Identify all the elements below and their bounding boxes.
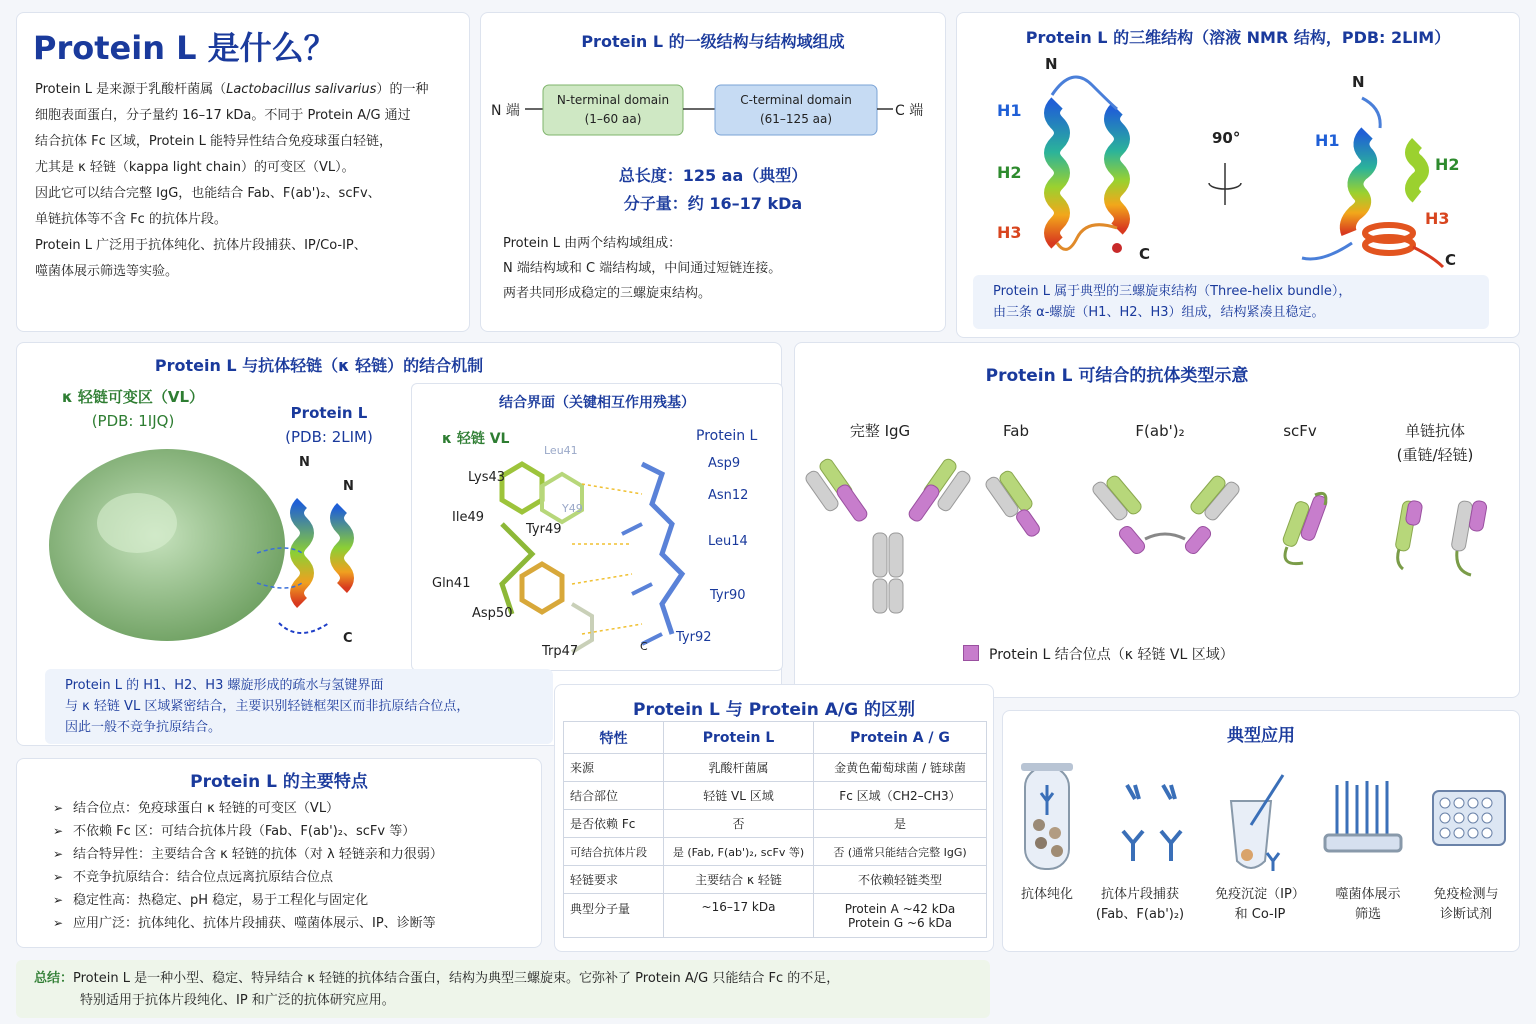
- applications-icons: [1003, 755, 1521, 885]
- table-cell-text-extra: Protein G ~6 kDa: [847, 915, 953, 930]
- table-cell: [564, 810, 664, 838]
- table-cell-text: 主要结合 κ 轻链: [695, 873, 782, 887]
- application-label-line-1: 抗体片段捕获: [1100, 887, 1179, 902]
- pl-residue-label: Asn12: [708, 488, 749, 503]
- intro-line-1b: ）的一种: [376, 82, 429, 97]
- feature-item: ➢ 不竞争抗原结合：结合位点远离抗原结合位点: [53, 866, 443, 889]
- pl-title-text: Protein L: [290, 404, 368, 422]
- table-cell-text: 否 (通常只能结合完整 IgG): [833, 845, 967, 859]
- ab-label-fab2: F(ab')₂: [1135, 422, 1185, 440]
- intro-line-4: 尤其是 κ 轻链（kappa light chain）的可变区（VL）。: [35, 160, 355, 175]
- phage-display-icon: [1325, 781, 1401, 851]
- antibody-fragments-icon: [1123, 785, 1181, 861]
- table-cell: [564, 754, 664, 782]
- c-domain-name: C-terminal domain: [740, 93, 852, 107]
- intro-text: [35, 77, 465, 285]
- primary-desc: [503, 231, 781, 306]
- table-cell-text: 是: [893, 817, 906, 831]
- application-label-line-2: 和 Co-IP: [1234, 907, 1286, 922]
- col-header: Protein L: [664, 722, 814, 754]
- vl-title-text: κ 轻链可变区（VL）: [61, 388, 205, 406]
- complex-n-2: N: [343, 479, 354, 494]
- table-cell: [814, 894, 987, 938]
- feature-item: ➢ 稳定性高：热稳定、pH 稳定，易于工程化与固定化: [53, 889, 443, 912]
- table-cell: [664, 866, 814, 894]
- vl-residue-label: Lys43: [468, 470, 506, 485]
- table-cell: [564, 838, 664, 866]
- table-row: [564, 810, 987, 838]
- table-cell-text: ~16–17 kDa: [701, 900, 776, 914]
- vl-pdb: (PDB: 1IJQ): [91, 412, 175, 430]
- pl-residue-label: Asp9: [708, 456, 741, 471]
- table-header-row: [564, 722, 987, 754]
- vl-residue-label: Leu41: [544, 444, 578, 457]
- table-cell: [664, 894, 814, 938]
- application-label-line-2: 诊断试剂: [1439, 907, 1492, 922]
- summary-line-1: Protein L 是一种小型、稳定、特异结合 κ 轻链的抗体结合蛋白，结构为典型三螺旋束。它弥补了 Protein A/G 只能结合 Fc 的不足，: [73, 971, 840, 986]
- features-list: [53, 797, 443, 935]
- binding-note-3: 因此一般不竞争抗原结合。: [65, 720, 222, 735]
- table-cell-text: 不依赖轻链类型: [857, 873, 942, 887]
- table-row: [564, 838, 987, 866]
- label-h1-right: H1: [1315, 131, 1340, 150]
- primary-desc-1: Protein L 由两个结构域组成：: [503, 236, 682, 251]
- igg-drawing: [804, 457, 973, 613]
- complex-c: C: [343, 631, 353, 646]
- application-label: [1313, 885, 1423, 925]
- label-n-right: N: [1352, 73, 1365, 91]
- vl-title: [43, 385, 223, 433]
- label-h2-right: H2: [1435, 155, 1460, 174]
- table-row: [564, 754, 987, 782]
- table-cell-text: 是否依赖 Fc: [570, 817, 636, 831]
- table-cell-text: 典型分子量: [570, 902, 631, 916]
- pl-residue-label: Leu14: [708, 534, 748, 549]
- test-tube-icon: [1021, 763, 1073, 869]
- tertiary-structure-panel: [956, 12, 1520, 338]
- binding-title: Protein L 与抗体轻链（κ 轻链）的结合机制: [154, 356, 484, 375]
- application-label-line-2: (Fab、F(ab')₂): [1095, 907, 1185, 922]
- table-cell: [814, 782, 987, 810]
- vl-residue-label: Ile49: [452, 510, 484, 525]
- label-h2-left: H2: [997, 163, 1022, 182]
- legend-swatch: [963, 645, 979, 661]
- pl-residue-label: Tyr90: [710, 588, 746, 603]
- binding-note: [45, 669, 553, 744]
- fab-drawing: [984, 469, 1042, 539]
- vl-surface-complex: [17, 433, 417, 653]
- complex-n-1: N: [299, 455, 310, 470]
- table-cell-text: 可结合抗体片段: [570, 845, 647, 859]
- intro-line-1a: Protein L 是来源于乳酸杆菌属（: [35, 82, 227, 97]
- antibody-types-title: Protein L 可结合的抗体类型示意: [985, 366, 1249, 386]
- page-title: Protein L 是什么？: [33, 29, 336, 67]
- tertiary-note: [973, 275, 1489, 329]
- intro-line-5: 因此它可以结合完整 IgG，也能结合 Fab、F(ab')₂、scFv、: [35, 186, 381, 201]
- total-length: 总长度：125 aa（典型）: [618, 166, 808, 185]
- application-label: [1085, 885, 1195, 925]
- interface-subpanel: [411, 383, 783, 671]
- intro-panel: [16, 12, 470, 332]
- table-cell: [814, 866, 987, 894]
- molecular-weight: 分子量：约 16–17 kDa: [623, 194, 803, 213]
- tertiary-note-2: 由三条 α-螺旋（H1、H2、H3）组成，结构紧凑且稳定。: [993, 305, 1325, 320]
- application-label-line-1: 噬菌体展示: [1335, 887, 1401, 902]
- vl-residue-label: Gln41: [432, 576, 471, 591]
- application-label-line-1: 免疫检测与: [1433, 887, 1499, 902]
- interface-vl-label: κ 轻链 VL: [442, 431, 510, 447]
- summary-label: 总结：: [34, 971, 74, 986]
- col-header: 特性: [564, 722, 664, 754]
- interface-pl-label: Protein L: [696, 428, 758, 444]
- label-n-left: N: [1045, 55, 1058, 73]
- n-domain-range: (1–60 aa): [584, 112, 642, 126]
- intro-line-7: Protein L 广泛用于抗体纯化、抗体片段捕获、IP/Co-IP、: [35, 238, 367, 253]
- binding-note-1: Protein L 的 H1、H2、H3 螺旋形成的疏水与氢键界面: [65, 678, 384, 693]
- primary-desc-2: N 端结构域和 C 端结构域，中间通过短链连接。: [503, 261, 782, 276]
- c-domain-range: (61–125 aa): [759, 112, 833, 126]
- ab-label-igg: 完整 IgG: [849, 422, 911, 440]
- ab-label-scfv: scFv: [1283, 422, 1317, 440]
- intro-line-3: 结合抗体 Fc 区域，Protein L 能特异性结合免疫球蛋白轻链，: [35, 134, 392, 149]
- ab-label-fab: Fab: [1003, 422, 1029, 440]
- primary-title: Protein L 的一级结构与结构域组成: [581, 32, 845, 51]
- interface-title: 结合界面（关键相互作用残基）: [499, 395, 695, 411]
- antibody-types-panel: [794, 342, 1520, 698]
- table-cell-text: 轻链 VL 区域: [703, 789, 774, 803]
- table-cell: [564, 866, 664, 894]
- pl-pdb: (PDB: 2LIM): [285, 428, 373, 446]
- tertiary-title: Protein L 的三维结构（溶液 NMR 结构，PDB: 2LIM）: [1025, 28, 1451, 47]
- scfv-drawing: [1282, 493, 1329, 563]
- table-cell-text: 乳酸杆菌属: [708, 761, 769, 775]
- table-cell: [814, 838, 987, 866]
- microplate-icon: [1433, 791, 1505, 845]
- application-label: [1205, 885, 1315, 925]
- intro-line-2: 细胞表面蛋白，分子量约 16–17 kDa。不同于 Protein A/G 通过: [35, 108, 411, 123]
- species-name: Lactobacillus salivarius: [226, 82, 377, 97]
- feature-item: ➢ 不依赖 Fc 区：可结合抗体片段（Fab、F(ab')₂、scFv 等）: [53, 820, 443, 843]
- tertiary-note-1: Protein L 属于典型的三螺旋束结构（Three-helix bundle），: [993, 284, 1352, 299]
- intro-line-8: 噬菌体展示筛选等实验。: [35, 264, 179, 279]
- interface-c: C: [640, 640, 648, 653]
- n-domain-name: N-terminal domain: [556, 93, 670, 107]
- table-cell: [664, 782, 814, 810]
- table-cell-text: 结合部位: [570, 789, 619, 803]
- features-panel: [16, 758, 542, 948]
- application-label-line-2: 筛选: [1354, 907, 1381, 922]
- fab2-drawing: [1090, 474, 1241, 556]
- antibody-drawings: [795, 443, 1521, 633]
- table-cell: [564, 782, 664, 810]
- table-cell: [664, 838, 814, 866]
- label-h3-right: H3: [1425, 209, 1450, 228]
- vl-residue-label: Trp47: [542, 644, 579, 659]
- vl-residue-label: Tyr49: [526, 522, 562, 537]
- table-cell-text: 轻链要求: [570, 873, 619, 887]
- primary-structure-panel: [480, 12, 946, 332]
- table-cell-text: 来源: [570, 761, 595, 775]
- table-cell-text: 金黄色葡萄球菌 / 链球菌: [834, 761, 966, 775]
- table-cell: [664, 810, 814, 838]
- table-row: [564, 894, 987, 938]
- n-domain-label: [543, 91, 683, 129]
- single-chain-sub: (重链/轻链): [1396, 446, 1474, 464]
- feature-item: ➢ 结合特异性：主要结合含 κ 轻链的抗体（对 λ 轻链亲和力很弱）: [53, 843, 443, 866]
- label-c-right: C: [1445, 251, 1457, 269]
- intro-line-6: 单链抗体等不含 Fc 的抗体片段。: [35, 212, 227, 227]
- comparison-panel: [554, 684, 994, 952]
- application-label-line-1: 免疫沉淀（IP）: [1215, 887, 1305, 902]
- vl-residue-label: Y49: [562, 502, 583, 515]
- comparison-table: [563, 721, 987, 938]
- pl-residue-label: Tyr92: [676, 630, 712, 645]
- comparison-title: Protein L 与 Protein A/G 的区别: [633, 700, 915, 720]
- single-chain-drawing: [1395, 500, 1488, 575]
- table-row: [564, 866, 987, 894]
- immunoprecipitation-icon: [1231, 775, 1283, 871]
- single-chain-name: 单链抗体: [1404, 422, 1465, 440]
- vl-residue-label: Asp50: [472, 606, 513, 621]
- rotation-label: 90°: [1212, 129, 1241, 147]
- table-cell: [664, 754, 814, 782]
- table-cell: [814, 754, 987, 782]
- applications-panel: [1002, 710, 1520, 952]
- table-cell-text: 否: [732, 817, 745, 831]
- applications-title: 典型应用: [1227, 726, 1295, 746]
- label-h1-left: H1: [997, 101, 1022, 120]
- table-cell: [564, 894, 664, 938]
- col-header: Protein A / G: [814, 722, 987, 754]
- table-cell-text: Fc 区域（CH2–CH3）: [839, 789, 961, 803]
- primary-desc-3: 两者共同形成稳定的三螺旋束结构。: [503, 286, 712, 301]
- table-cell-text: Protein A ~42 kDa: [844, 901, 956, 916]
- label-h3-left: H3: [997, 223, 1022, 242]
- features-title: Protein L 的主要特点: [190, 772, 368, 792]
- summary-line-2: 特别适用于抗体片段纯化、IP 和广泛的抗体研究应用。: [80, 993, 395, 1008]
- table-cell-text: 是 (Fab, F(ab')₂, scFv 等): [672, 845, 805, 859]
- label-c-left: C: [1139, 245, 1151, 263]
- application-label-line-1: 抗体纯化: [1020, 887, 1073, 902]
- c-terminus-label: C 端: [895, 103, 924, 119]
- comparison-table-body: [564, 754, 987, 938]
- table-cell: [814, 810, 987, 838]
- legend-text: Protein L 结合位点（κ 轻链 VL 区域）: [989, 647, 1234, 663]
- application-label: [1411, 885, 1521, 925]
- feature-item: ➢ 结合位点：免疫球蛋白 κ 轻链的可变区（VL）: [53, 797, 443, 820]
- n-terminus-label: N 端: [491, 103, 520, 119]
- binding-note-2: 与 κ 轻链 VL 区域紧密结合，主要识别轻链框架区而非抗原结合位点，: [65, 699, 470, 714]
- feature-item: ➢ 应用广泛：抗体纯化、抗体片段捕获、噬菌体展示、IP、诊断等: [53, 912, 443, 935]
- table-row: [564, 782, 987, 810]
- summary-box: [16, 960, 990, 1018]
- c-domain-label: [715, 91, 877, 129]
